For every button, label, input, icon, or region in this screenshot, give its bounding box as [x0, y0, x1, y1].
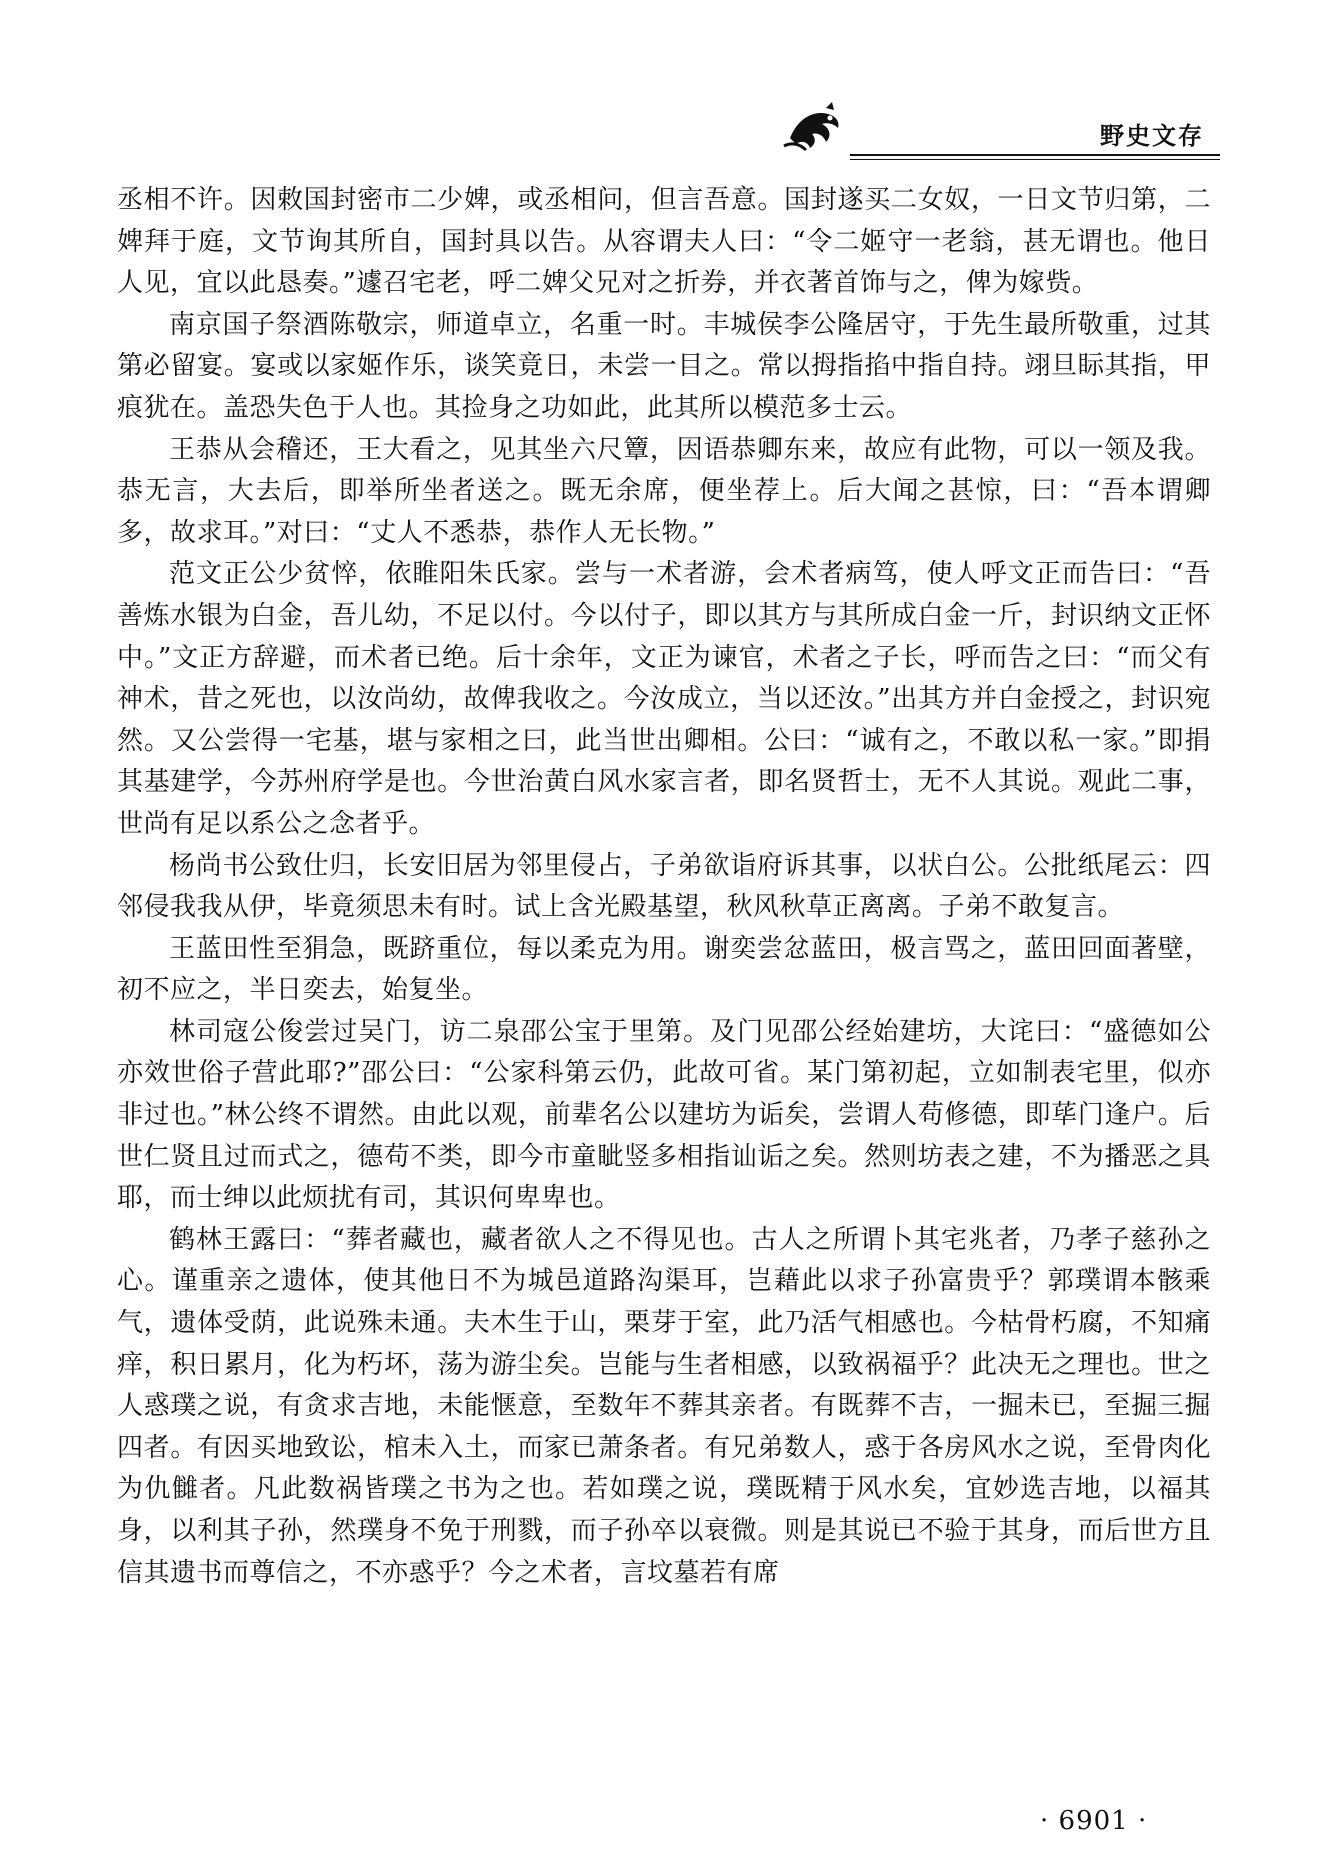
body-text	[117, 180, 1211, 1594]
paragraph: 鹤林王露曰：“葬者藏也，藏者欲人之不得见也。古人之所谓卜其宅兆者，乃孝子慈孙之心。谨重亲之遗体，使其他日不为城邑道路沟渠耳，岂藉此以求子孙富贵乎？郭璞谓本骸乘气，遗体受荫，此说殊未通。夫木生于山，栗芽于室，此乃活气相感也。今枯骨朽腐，不知痛痒，积日累月，化为朽坏，荡为游尘矣。岂能与生者相感，以致祸福乎？此决无之理也。世之人惑璞之说，有贪求吉地，未能惬意，至数年不葬其亲者。有既葬不吉，一掘未已，至掘三掘四者。有因买地致讼，棺未入土，而家已萧条者。有兄弟数人，惑于各房风水之说，至骨肉化为仇雠者。凡此数祸皆璞之书为之也。若如璞之说，璞既精于风水矣，宜妙选吉地，以福其身，以利其子孙，然璞身不免于刑戮，而子孙卒以衰微。则是其说已不验于其身，而后世方且信其遗书而尊信之，不亦惑乎？今之术者，言坟墓若有席	[117, 1224, 1211, 1588]
paragraph: 王蓝田性至狷急，既跻重位，每以柔克为用。谢奕尝忿蓝田，极言骂之，蓝田回面著壁，初不应之，半日奕去，始复坐。	[117, 933, 1211, 1006]
header-rule	[850, 154, 1220, 156]
paragraph: 范文正公少贫悴，依睢阳朱氏家。尝与一术者游，会术者病笃，使人呼文正而告曰：“吾善炼水银为白金，吾儿幼，不足以付。今以付子，即以其方与其所成白金一斤，封识纳文正怀中。”文正方辞避，而术者已绝。后十余年，文正为谏官，术者之子长，呼而告之曰：“而父有神术，昔之死也，以汝尚幼，故俾我收之。今汝成立，当以还汝。”出其方并白金授之，封识宛然。又公尝得一宅基，堪与家相之曰，此当世出卿相。公曰：“诚有之，不敢以私一家。”即捐其基建学，今苏州府学是也。今世治黄白风水家言者，即名贤哲士，无不人其说。观此二事，世尚有足以系公之念者乎。	[117, 559, 1211, 839]
paragraph: 林司寇公俊尝过吴门，访二泉邵公宝于里第。及门见邵公经始建坊，大诧曰：“盛德如公亦效世俗子营此耶?”邵公曰：“公家科第云仍，此故可省。某门第初起，立如制表宅里，似亦非过也。”林公终不谓然。由此以观，前辈名公以建坊为诟矣，尝谓人苟修德，即荜门逢户。后世仁贤且过而式之，德苟不类，即今市童眦竖多相指讪诟之矣。然则坊表之建，不为播恶之具耶，而士绅以此烦扰有司，其识何卑卑也。	[117, 1016, 1211, 1214]
paragraph: 南京国子祭酒陈敬宗，师道卓立，名重一时。丰城侯李公隆居守，于先生最所敬重，过其第必留宴。宴或以家姬作乐，谈笑竟日，未尝一目之。常以拇指掐中指自持。翊旦眎其指，甲痕犹在。盖恐失色于人也。其捡身之功如此，此其所以模范多士云。	[117, 309, 1211, 423]
running-header	[780, 92, 1220, 170]
header-rule-thin	[850, 159, 1220, 160]
dragon-emblem-icon	[780, 98, 846, 156]
series-title: 野史文存	[1100, 122, 1204, 150]
paragraph: 王恭从会稽还，王大看之，见其坐六尺簟，因语恭卿东来，故应有此物，可以一领及我。恭无言，大去后，即举所坐者送之。既无余席，便坐荐上。后大闻之甚惊，曰：“吾本谓卿多，故求耳。”对曰：“丈人不悉恭，恭作人无长物。”	[117, 434, 1211, 548]
paragraph: 杨尚书公致仕归，长安旧居为邻里侵占，子弟欲诣府诉其事，以状白公。公批纸尾云：四邻侵我我从伊，毕竟须思未有时。试上含光殿基望，秋风秋草正离离。子弟不敢复言。	[117, 850, 1211, 923]
paragraph: 丞相不许。因敕国封密市二少婢，或丞相问，但言吾意。国封遂买二女奴，一日文节归第，二婢拜于庭，文节询其所自，国封具以告。从容谓夫人曰：“令二姬守一老翁，甚无谓也。他日人见，宜以此恳奏。”遽召宅老，呼二婢父兄对之折券，并衣著首饰与之，俾为嫁赀。	[117, 185, 1211, 299]
page-number: · 6901 ·	[1040, 1806, 1148, 1836]
